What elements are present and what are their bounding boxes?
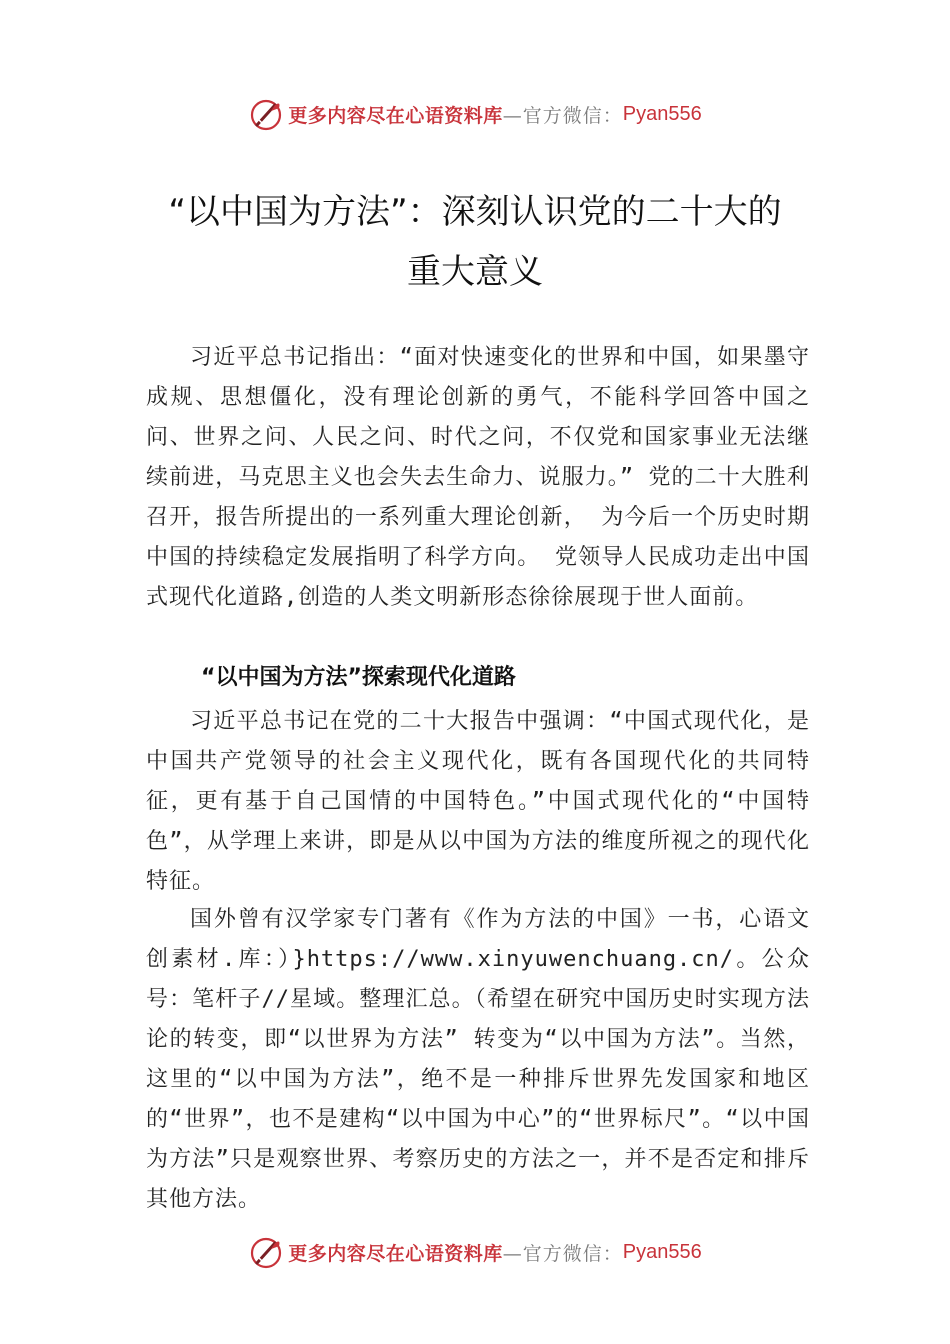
document-title-line-1: “以中国为方法”：深刻认识党的二十大的 (168, 192, 782, 232)
section-heading: “以中国为方法”探索现代化道路 (201, 665, 516, 690)
quill-pen-logo-icon (248, 1234, 284, 1270)
body-paragraph-3 (146, 900, 810, 1220)
body-paragraph-2 (146, 702, 810, 902)
paragraph-text: 习近平总书记指出：“面对快速变化的世界和中国，如果墨守成规、思想僵化，没有理论创新的勇气，不能科学回答中国之问、世界之问、人民之问、时代之问，不仅党和国家事业无法继续前进，马克思主义也会失去生命力、说服力。” 党的二十大胜利召开，报告所提出的一系列重大理论创新， 为今后一个历史时期中国的持续稳定发展指明了科学方向。 党领导人民成功走出中国式现代化道路,创造的人类文明新形态徐徐展现于世人面前。 (146, 345, 810, 610)
document-title-line-2: 重大意义 (407, 252, 543, 292)
watermark-footer (0, 1230, 950, 1274)
watermark-brand-text: 更多内容尽在心语资料库 (288, 104, 503, 127)
quill-pen-logo-icon (248, 96, 284, 132)
body-paragraph-1 (146, 338, 810, 618)
paragraph-text: 习近平总书记在党的二十大报告中强调：“中国式现代化，是中国共产党领导的社会主义现代化，既有各国现代化的共同特征，更有基于自己国情的中国特色。”中国式现代化的“中国特色”，从学理上来讲，即是从以中国为方法的维度所视之的现代化特征。 (146, 709, 810, 894)
watermark-header (0, 92, 950, 136)
watermark-brand-text: 更多内容尽在心语资料库 (288, 1242, 503, 1265)
watermark-wechat-id: Pyan556 (622, 1240, 702, 1263)
watermark-official-label: —官方微信： (502, 104, 623, 127)
paragraph-text: 国外曾有汉学家专门著有《作为方法的中国》一书，心语文创素材.库：）}https://www.xinyuwenchuang.cn/。公众号：笔杆子//星域。整理汇总。（希望在研究中国历史时实现方法论的转变，即“以世界为方法” 转变为“以中国为方法”。当然，这里的“以中国为方法”，绝不是一种排斥世界先发国家和地区的“世界”，也不是建构“以中国为中心”的“世界标尺”。“以中国为方法”只是观察世界、考察历史的方法之一，并不是否定和排斥其他方法。 (146, 907, 810, 1212)
watermark-official-label: —官方微信： (502, 1242, 623, 1265)
watermark-wechat-id: Pyan556 (622, 102, 702, 125)
